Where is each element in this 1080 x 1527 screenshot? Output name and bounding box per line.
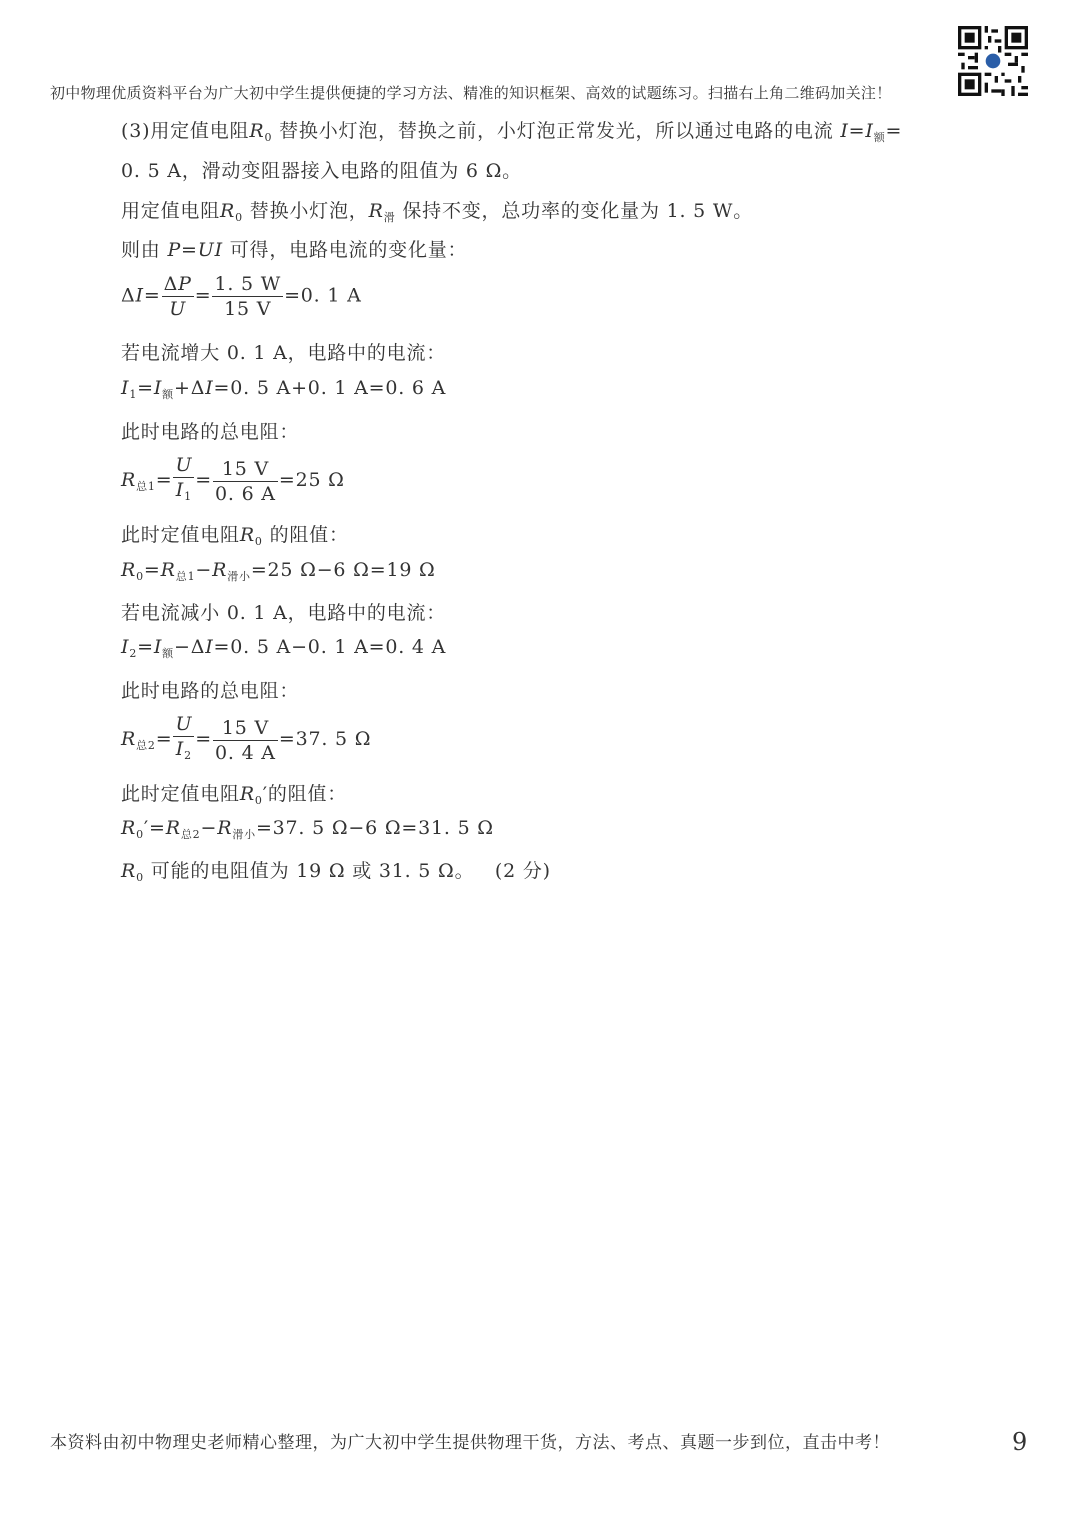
fraction-power-over-voltage: $\frac{1. 5 W}{15 V}$ <box>214 273 282 320</box>
formula-delta-i: ΔI= $\frac{\Delta P}{U}$ = $\frac{1. 5 W}{15 V}$ =0. 1 A <box>121 273 362 320</box>
solution-line-12: 若电流减小 0. 1 A，电路中的电流： <box>121 602 447 624</box>
solution-line-3: 用定值电阻$R_0$ 替换小灯泡，$R_滑$ 保持不变，总功率的变化量为 1. 5 W。 <box>121 200 754 224</box>
header-notice: 初中物理优质资料平台为广大初中学生提供便捷的学习方法、精准的知识框架、高效的试题练习。扫描右上角二维码加关注！ <box>50 84 892 102</box>
solution-line-2: 0. 5 A，滑动变阻器接入电路的阻值为 6 Ω。 <box>121 160 522 182</box>
formula-i2: $I_2=I_额-\Delta I=0$. 5 A−0. 1 A=0. 4 A <box>121 636 447 660</box>
solution-line-14: 此时电路的总电阻： <box>121 680 300 702</box>
formula-r0-second: $R_0'=R_{总2}-R_{滑小}=37$. 5 Ω−6 Ω=31. 5 Ω <box>121 817 494 841</box>
formula-r-total-2: $R_{总2}=$ $\frac{U}{I_2}$ = $\frac{15 V}{0. 4 A}$ =37. 5 Ω <box>121 712 371 768</box>
formula-r-total-1: $R_{总1}=$ $\frac{U}{I_1}$ = $\frac{15 V}{0. 6 A}$ =25 Ω <box>121 453 345 509</box>
formula-i1: $I_1=I_额+\Delta I=0$. 5 A+0. 1 A=0. 6 A <box>121 377 447 401</box>
solution-line-1: (3)用定值电阻$R_0$ 替换小灯泡，替换之前，小灯泡正常发光，所以通过电路的电流 $I=I_额=$ <box>121 120 903 144</box>
page-number: 9 <box>1012 1428 1028 1456</box>
formula-r0-first: $R_0=R_{总1}-R_{滑小}=25$ Ω−6 Ω=19 Ω <box>121 559 436 583</box>
solution-line-10: 此时定值电阻$R_0$ 的阻值： <box>121 524 349 548</box>
solution-line-6: 若电流增大 0. 1 A，电路中的电流： <box>121 342 447 364</box>
solution-line-4: 则由 P=UI 可得，电路电流的变化量： <box>121 239 468 261</box>
score-note: (2 分) <box>494 860 551 882</box>
solution-line-8: 此时电路的总电阻： <box>121 421 300 443</box>
solution-conclusion: $R_0$ 可能的电阻值为 19 Ω 或 31. 5 Ω。 (2 分) <box>121 860 551 884</box>
qr-code-icon <box>958 26 1028 96</box>
solution-line-16: 此时定值电阻$R_0'$的阻值： <box>121 783 348 807</box>
footer-text: 本资料由初中物理史老师精心整理，为广大初中学生提供物理干货，方法、考点、真题一步到位，直击中考！ <box>50 1433 890 1453</box>
